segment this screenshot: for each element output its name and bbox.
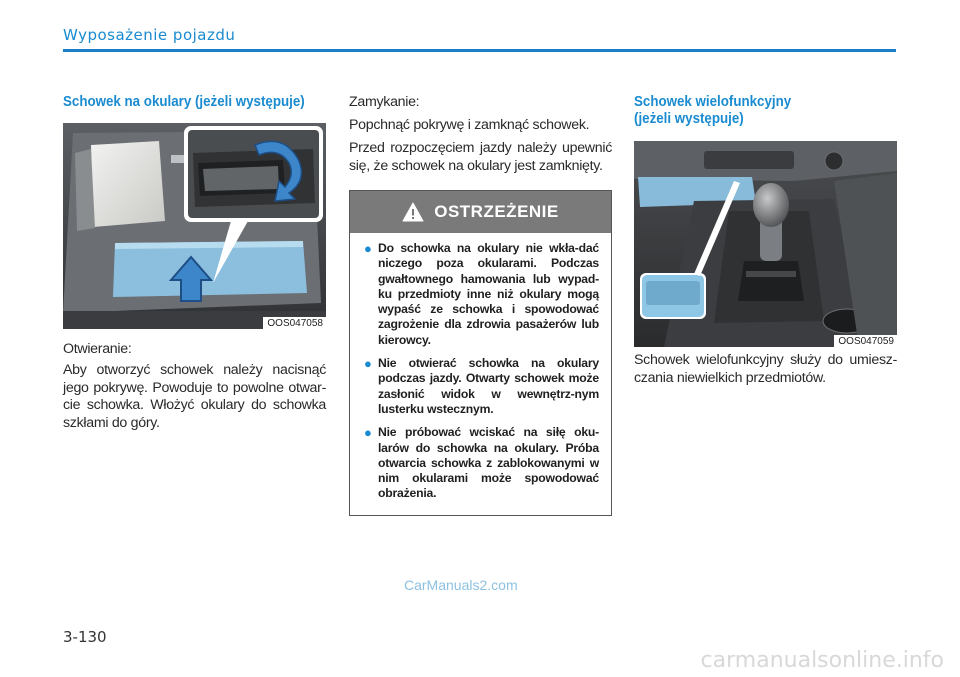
closing-label: Zamykanie: [349,94,420,110]
multi-storage-text: Schowek wielofunkcyjny służy do umiesz-czania niewielkich przedmiotów. [634,352,897,386]
chapter-title: Wyposażenie pojazdu [63,26,236,44]
warning-item-text: Do schowka na okulary nie wkła-dać niczego poza okularami. Podczas gwałtownego hamowania lub wypad-ku przedmioty inne niż okulary mogą wypaść ze schowka i spowodować zagrożenie dla zdrowia pasażerów lub kierowcy. [378,241,599,347]
sunglass-holder-drawing [63,123,326,329]
multi-storage-illustration [634,141,897,347]
opening-label: Otwieranie: [63,341,132,357]
footer-watermark: carmanualsonline.info [700,648,944,673]
warning-list [364,241,599,510]
section-heading-multi-storage-note: (jeżeli występuje) [634,111,744,127]
bullet-icon: ● [364,356,372,372]
watermark-text: CarManuals2.com [404,577,518,593]
warning-box [349,190,612,516]
section-heading-sunglass-holder: Schowek na okulary (jeżeli występuje) [63,94,305,110]
bullet-icon: ● [364,425,372,441]
warning-item [364,356,599,417]
header-rule [63,49,896,52]
warning-item-text: Nie próbować wciskać na siłę oku-larów do schowka na okulary. Próba otwarcia schowka z zablokowanymi w nim okularami może spowodować obrażenia. [378,425,599,501]
warning-header [350,191,611,233]
warning-title: OSTRZEŻENIE [434,202,559,221]
figure-code: OOS047059 [834,335,897,347]
warning-item [364,425,599,501]
center-console-drawing [634,141,897,347]
closing-text-2: Przed rozpoczęciem jazdy należy upewnić się, że schowek na okulary jest zamknięty. [349,140,612,174]
sunglass-holder-illustration [63,123,326,329]
warning-triangle-icon [402,202,424,222]
section-heading-multi-storage: Schowek wielofunkcyjny [634,94,792,110]
figure-code: OOS047058 [263,317,326,329]
bullet-icon: ● [364,241,372,256]
page-number: 3-130 [63,628,107,646]
closing-text-1: Popchnąć pokrywę i zamknąć schowek. [349,117,590,133]
warning-item [364,241,599,348]
warning-item-text: Nie otwierać schowka na okulary podczas jazdy. Otwarty schowek może zasłonić widok w wewnętrz-nym lusterku wstecznym. [378,356,599,416]
opening-text: Aby otworzyć schowek należy nacisnąć jego pokrywę. Powoduje to powolne otwar-cie schowka. Włożyć okulary do schowka szkłami do góry. [63,362,326,431]
